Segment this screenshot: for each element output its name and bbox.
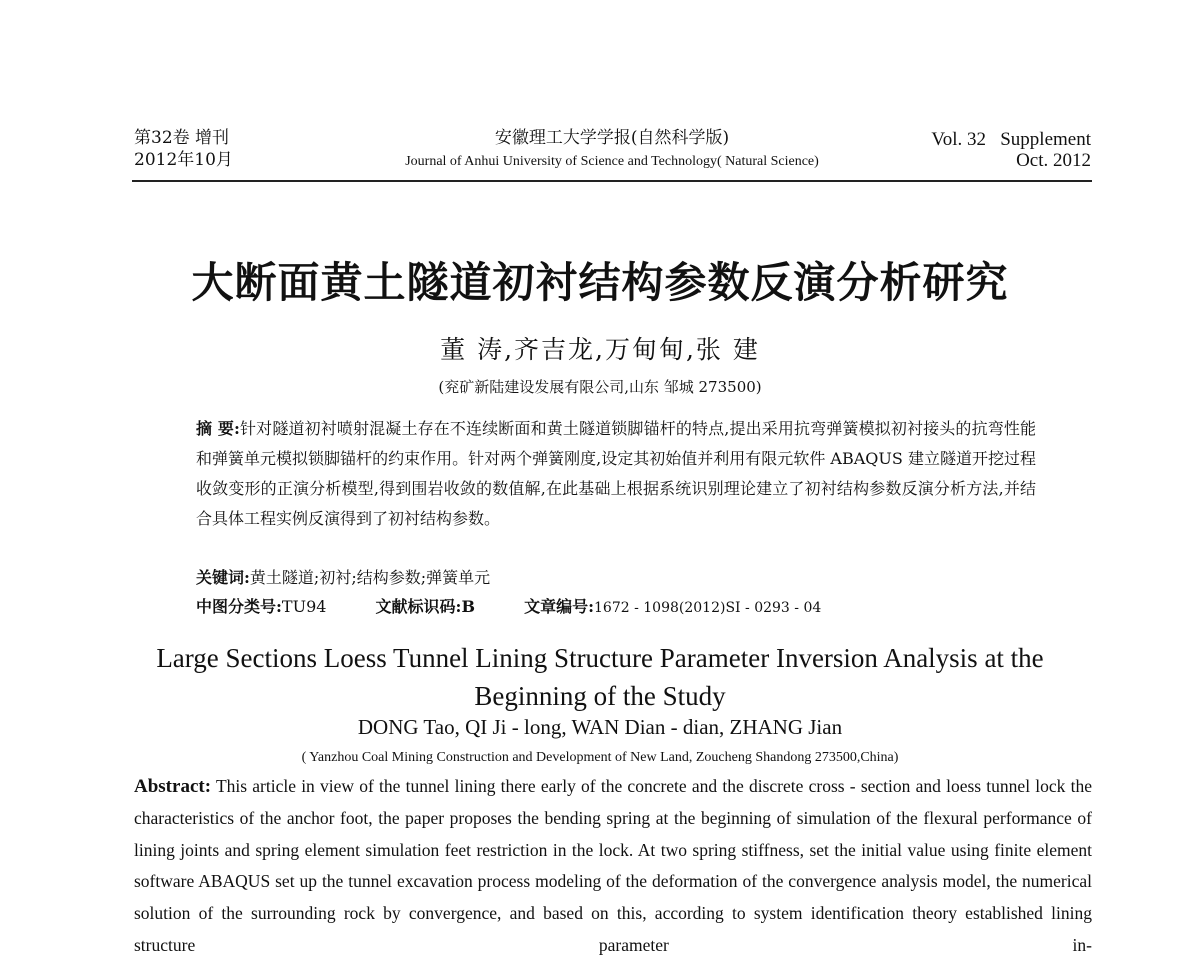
header-rule: [132, 180, 1092, 182]
volume-issue-en: Vol. 32 Supplement: [931, 129, 1091, 150]
journal-title-en: Journal of Anhui University of Science and Technology( Natural Science): [405, 154, 819, 169]
journal-title-cn: 安徽理工大学学报(自然科学版): [494, 128, 730, 148]
paper-title-en: Large Sections Loess Tunnel Lining Structure Parameter Inversion Analysis at the Beginning of the Study: [156, 643, 1044, 711]
abstract-label-cn: 摘 要:: [196, 419, 240, 438]
volume-issue-cn: 第32卷 增刊: [134, 128, 230, 148]
abstract-text-cn: 针对隧道初衬喷射混凝土存在不连续断面和黄土隧道锁脚锚杆的特点,提出采用抗弯弹簧模拟初衬接头的抗弯性能和弹簧单元模拟锁脚锚杆的约束作用。针对两个弹簧刚度,设定其初始值并利用有限元软件 ABAQUS 建立隧道开挖过程收敛变形的正演分析模型,得到围岩收敛的数值解,在此基础上根据系统识别理论建立了初衬结构参数反演分析方法,并结合具体工程实例反演得到了初衬结构参数。: [196, 419, 1036, 528]
authors-en: DONG Tao, QI Ji - long, WAN Dian - dian, ZHANG Jian: [357, 715, 843, 739]
article-number: 文章编号:1672 - 1098(2012)SI - 0293 - 04: [524, 597, 822, 616]
date-en: Oct. 2012: [1016, 150, 1091, 171]
keywords: [196, 565, 490, 588]
keywords-label: 关键词:: [196, 568, 250, 587]
abstract-text-en: This article in view of the tunnel lining there early of the concrete and the discrete cross - section and loess tunnel lock the characteristics of the anchor foot, the paper proposes the bending spring at the beginning of simulation of the flexural performance of lining joints and spring element simulation feet restriction in the lock. At two spring stiffness, set the initial value using finite element software ABAQUS set up the tunnel excavation process modeling of the deformation of the convergence analysis model, the numerical solution of the surrounding rock by convergence, and based on this, according to system identification theory established lining structure parameter in-: [134, 776, 1092, 955]
affiliation-cn: (兖矿新陆建设发展有限公司,山东 邹城 273500): [438, 378, 762, 396]
paper-title-cn: 大断面黄土隧道初衬结构参数反演分析研究: [191, 258, 1009, 307]
abstract-en: [134, 771, 1092, 962]
classification-line: [196, 594, 865, 617]
date-cn: 2012年10月: [134, 150, 233, 170]
affiliation-en: ( Yanzhou Coal Mining Construction and Development of New Land, Zoucheng Shandong 273500,China): [301, 750, 899, 765]
document-code: 文献标识码:B: [375, 597, 475, 616]
abstract-cn: [196, 414, 1036, 534]
abstract-label-en: Abstract:: [134, 776, 212, 797]
clc-number: 中图分类号:TU94: [196, 597, 327, 616]
keywords-text: 黄土隧道;初衬;结构参数;弹簧单元: [249, 568, 491, 587]
authors-cn: 董 涛,齐吉龙,万甸甸,张 建: [440, 335, 760, 364]
